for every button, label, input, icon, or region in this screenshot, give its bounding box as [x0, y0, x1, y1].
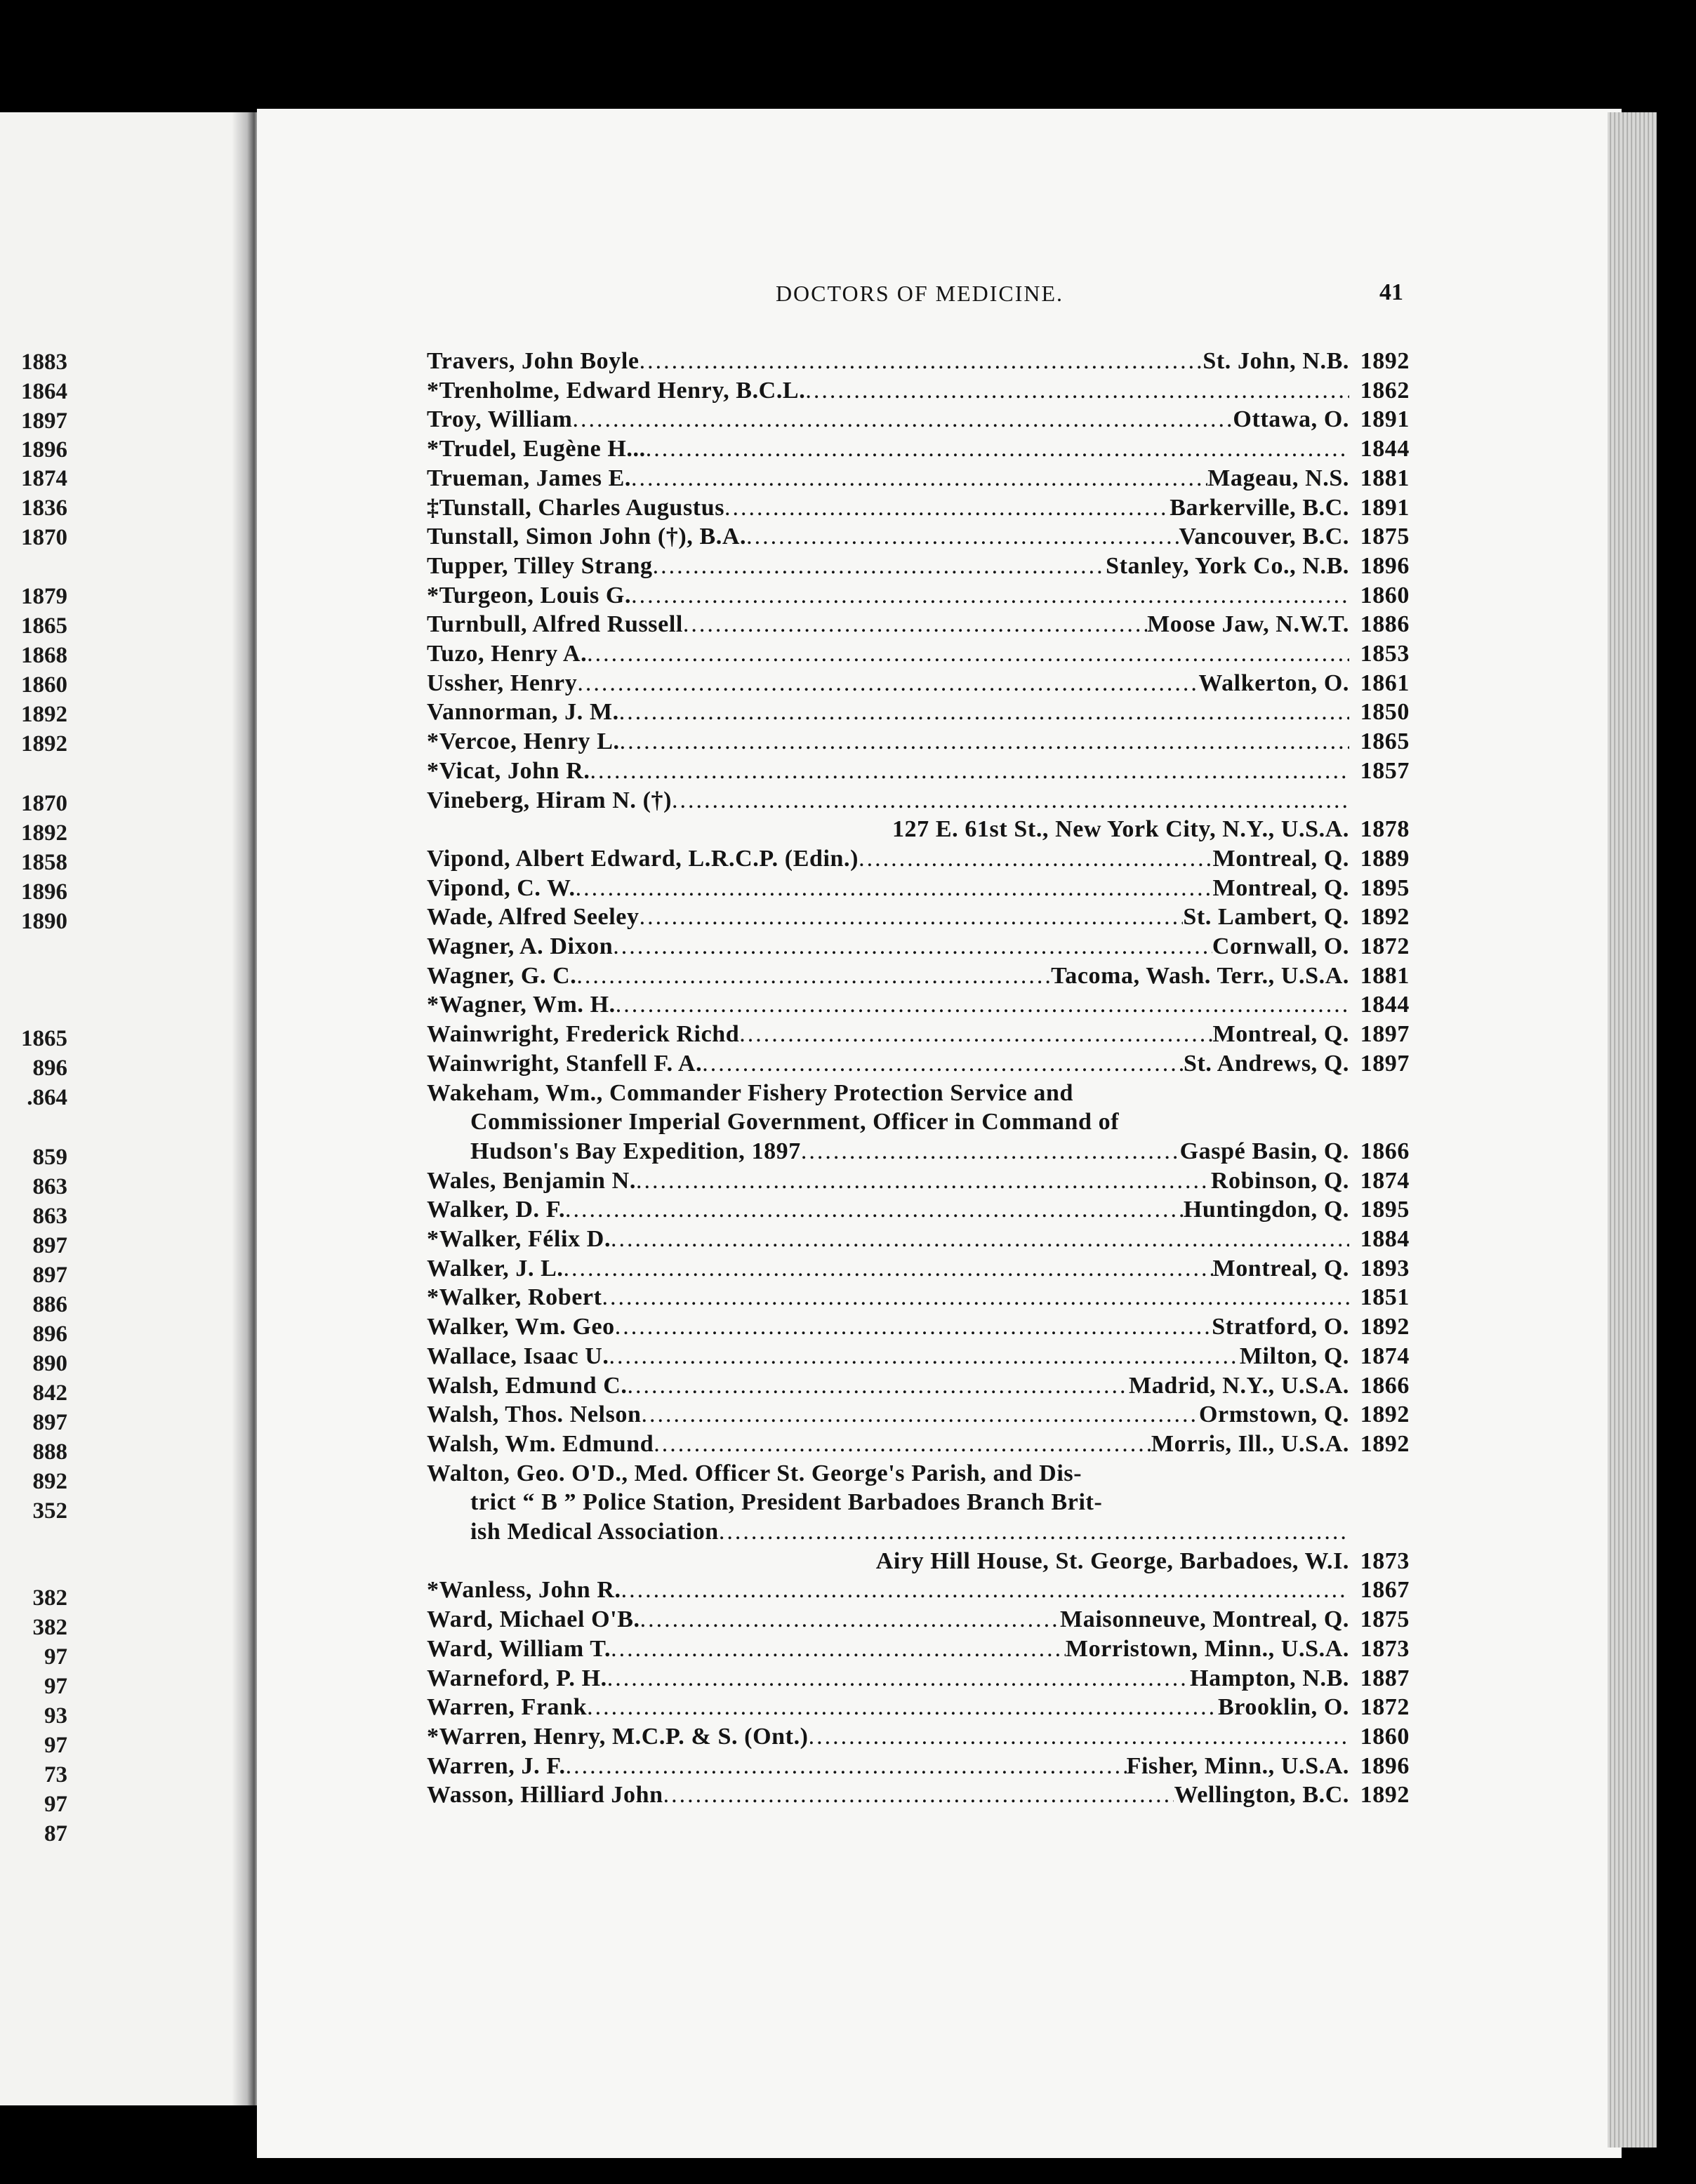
previous-page-year: 382 — [32, 1585, 67, 1611]
entry-place: Walkerton, O. — [1198, 670, 1349, 696]
directory-entry — [427, 552, 1410, 581]
entry-name: Hudson's Bay Expedition, 1897 — [470, 1138, 801, 1164]
entry-year: 1861 — [1360, 670, 1410, 696]
entry-year: 1875 — [1360, 524, 1410, 550]
previous-page-year: 890 — [32, 1351, 67, 1376]
directory-entry — [470, 1107, 1335, 1137]
entry-place: Stratford, O. — [1212, 1314, 1349, 1340]
entry-name: Walker, D. F. — [427, 1197, 566, 1223]
entry-year: 1878 — [1360, 816, 1410, 842]
dot-leader — [672, 786, 1349, 815]
previous-page-year: 93 — [44, 1703, 67, 1729]
entry-place: Hampton, N.B. — [1190, 1665, 1349, 1691]
previous-page-year: 382 — [32, 1615, 67, 1640]
entry-name: Ward, William T. — [427, 1636, 611, 1662]
entry-place: Stanley, York Co., N.B. — [1106, 553, 1349, 579]
entry-name: Warren, Frank — [427, 1694, 588, 1720]
entry-place: St. Andrews, Q. — [1183, 1051, 1349, 1077]
directory-entry — [427, 639, 1410, 669]
entry-name: Tupper, Tilley Strang — [427, 553, 653, 579]
previous-page-year: 1892 — [21, 702, 67, 727]
dot-leader — [683, 610, 1147, 639]
entry-place: Robinson, Q. — [1210, 1168, 1349, 1194]
entry-name: *Vicat, John R. — [427, 758, 590, 784]
entry-year: 1866 — [1360, 1373, 1410, 1399]
directory-entry — [427, 1195, 1410, 1225]
directory-entry — [427, 376, 1410, 406]
entry-name: *Turgeon, Louis G. — [427, 582, 632, 608]
page-stack-edge — [1608, 112, 1657, 2148]
entry-place: Gaspé Basin, Q. — [1179, 1138, 1349, 1164]
entry-year: 1895 — [1360, 875, 1410, 901]
previous-page-year: 897 — [32, 1263, 67, 1288]
entry-place: Morris, Ill., U.S.A. — [1151, 1431, 1349, 1457]
entry-year: 1867 — [1360, 1577, 1410, 1603]
directory-entry — [427, 464, 1410, 493]
entry-place: Montreal, Q. — [1212, 875, 1349, 901]
dot-leader — [613, 932, 1212, 961]
previous-page-year: 1897 — [21, 408, 67, 434]
directory-entry — [427, 347, 1410, 376]
dot-leader — [607, 1664, 1190, 1693]
directory-entry — [427, 1430, 1410, 1459]
directory-entry — [427, 844, 1410, 874]
entry-place: Montreal, Q. — [1212, 1021, 1349, 1047]
previous-page-year: 859 — [32, 1145, 67, 1170]
dot-leader — [621, 1576, 1349, 1605]
entry-year: 1874 — [1360, 1168, 1410, 1194]
entry-year: 1860 — [1360, 1724, 1410, 1750]
entry-name: Vineberg, Hiram N. (†) — [427, 787, 673, 813]
previous-page-year: 892 — [32, 1469, 67, 1494]
entry-place: Huntingdon, Q. — [1183, 1197, 1349, 1223]
dot-leader — [801, 1137, 1180, 1166]
previous-page-year: 1870 — [21, 791, 67, 816]
previous-page-year: 886 — [32, 1292, 67, 1317]
previous-page-year: 73 — [44, 1762, 67, 1787]
previous-page-year: 352 — [32, 1498, 67, 1524]
previous-page-year: 1865 — [21, 613, 67, 639]
entry-name: Walsh, Thos. Nelson — [427, 1401, 642, 1427]
entry-place: St. John, N.B. — [1203, 348, 1349, 374]
entry-year: 1875 — [1360, 1606, 1410, 1632]
entry-name: trict “ B ” Police Station, President Barbadoes Branch Brit- — [470, 1489, 1103, 1515]
directory-entry — [427, 1049, 1410, 1079]
entry-name: *Trenholme, Edward Henry, B.C.L. — [427, 378, 806, 404]
entry-place: Wellington, B.C. — [1174, 1782, 1349, 1808]
entry-name: Walker, J. L. — [427, 1256, 564, 1281]
entry-name: Troy, William — [427, 406, 573, 432]
entry-name: Walton, Geo. O'D., Med. Officer St. George's Parish, and Dis- — [427, 1460, 1082, 1486]
entry-year: 1853 — [1360, 641, 1410, 667]
entry-name: *Warren, Henry, M.C.P. & S. (Ont.) — [427, 1724, 809, 1750]
entry-name: *Wanless, John R. — [427, 1577, 621, 1603]
entry-place: St. Lambert, Q. — [1183, 904, 1349, 930]
entry-name: Wainwright, Frederick Richd — [427, 1021, 740, 1047]
dot-leader — [642, 1400, 1199, 1430]
running-header: DOCTORS OF MEDICINE. — [775, 281, 1064, 306]
entry-name: *Walker, Félix D. — [427, 1226, 611, 1252]
previous-page-year: 87 — [44, 1821, 67, 1846]
dot-leader — [640, 903, 1184, 932]
entry-name: *Vercoe, Henry L. — [427, 728, 620, 754]
dot-leader — [859, 844, 1212, 874]
entry-year: 1892 — [1360, 1431, 1410, 1457]
entry-year: 1891 — [1360, 406, 1410, 432]
dot-leader — [566, 1752, 1127, 1781]
entry-name: Walsh, Wm. Edmund — [427, 1431, 654, 1457]
dot-leader — [631, 581, 1349, 611]
dot-leader — [724, 493, 1170, 523]
entry-name: ish Medical Association — [470, 1519, 719, 1545]
previous-page-year: 97 — [44, 1674, 67, 1699]
entry-place: 127 E. 61st St., New York City, N.Y., U.S.A. — [892, 816, 1349, 842]
previous-page-year: 1858 — [21, 850, 67, 875]
directory-entry — [427, 1693, 1410, 1722]
entry-place: Moose Jaw, N.W.T. — [1147, 611, 1349, 637]
entry-name: ‡Tunstall, Charles Augustus — [427, 495, 725, 521]
directory-entry — [427, 1459, 1410, 1489]
directory-entry — [427, 757, 1410, 786]
entry-year: 1897 — [1360, 1051, 1410, 1077]
entry-year: 1889 — [1360, 846, 1410, 872]
entry-name: Trueman, James E. — [427, 465, 631, 491]
previous-page-edge — [0, 112, 249, 2105]
entry-year: 1892 — [1360, 1401, 1410, 1427]
dot-leader — [654, 1430, 1151, 1459]
entry-year: 1897 — [1360, 1021, 1410, 1047]
previous-page-year: 1868 — [21, 643, 67, 668]
directory-entry — [470, 1137, 1410, 1166]
entry-year: 1872 — [1360, 933, 1410, 959]
entry-name: Warren, J. F. — [427, 1753, 566, 1779]
directory-entry — [427, 1752, 1410, 1781]
previous-page-year: 1890 — [21, 909, 67, 934]
entry-year: 1865 — [1360, 728, 1410, 754]
entry-year: 1886 — [1360, 611, 1410, 637]
previous-page-year: 97 — [44, 1644, 67, 1670]
entry-name: Wales, Benjamin N. — [427, 1168, 636, 1194]
entry-name: Walsh, Edmund C. — [427, 1373, 628, 1399]
entry-year: 1874 — [1360, 1343, 1410, 1369]
entry-name: Warneford, P. H. — [427, 1665, 607, 1691]
entry-name: Wainwright, Stanfell F. A. — [427, 1051, 703, 1077]
dot-leader — [577, 669, 1198, 698]
entry-name: Vannorman, J. M. — [427, 699, 619, 725]
previous-page-year: 897 — [32, 1410, 67, 1435]
entry-name: *Wagner, Wm. H. — [427, 992, 616, 1018]
previous-page-year: 1836 — [21, 495, 67, 521]
previous-page-year: 896 — [32, 1321, 67, 1347]
entry-name: Wagner, A. Dixon — [427, 933, 614, 959]
entry-name: Vipond, C. W. — [427, 875, 576, 901]
dot-leader — [564, 1254, 1213, 1284]
dot-leader — [719, 1517, 1349, 1547]
dot-leader — [620, 727, 1349, 757]
directory-entry — [427, 1664, 1410, 1693]
dot-leader — [615, 1312, 1212, 1342]
dot-leader — [636, 1166, 1211, 1196]
entry-name: Tuzo, Henry A. — [427, 641, 588, 667]
entry-name: Wagner, G. C. — [427, 963, 577, 989]
entry-name: Turnbull, Alfred Russell — [427, 611, 683, 637]
entry-year: 1844 — [1360, 436, 1410, 462]
previous-page-year: 842 — [32, 1380, 67, 1406]
directory-entry — [470, 1547, 1410, 1576]
previous-page-year: 897 — [32, 1233, 67, 1258]
entry-year: 1872 — [1360, 1694, 1410, 1720]
entry-year: 1860 — [1360, 582, 1410, 608]
dot-leader — [590, 757, 1349, 786]
directory-entry — [427, 669, 1410, 698]
dot-leader — [587, 1693, 1218, 1722]
directory-entry — [427, 1254, 1410, 1284]
entry-year: 1892 — [1360, 1782, 1410, 1808]
entry-place: Ormstown, Q. — [1198, 1401, 1349, 1427]
previous-page-year: 1883 — [21, 349, 67, 375]
entry-name: Travers, John Boyle — [427, 348, 640, 374]
dot-leader — [640, 1605, 1060, 1634]
dot-leader — [809, 1722, 1349, 1752]
directory-entry — [427, 1342, 1410, 1371]
entry-year: 1895 — [1360, 1197, 1410, 1223]
directory-entry — [427, 1371, 1410, 1401]
directory-entry — [427, 961, 1410, 991]
directory-entry — [427, 1020, 1410, 1049]
dot-leader — [653, 552, 1106, 581]
directory-entry — [427, 1605, 1410, 1634]
entry-year: 1893 — [1360, 1256, 1410, 1281]
directory-entry — [427, 903, 1410, 932]
previous-page-year: 1870 — [21, 525, 67, 550]
dot-leader — [587, 639, 1349, 669]
entry-name: Ward, Michael O'B. — [427, 1606, 640, 1632]
directory-entry — [427, 434, 1410, 464]
entry-year: 1873 — [1360, 1636, 1410, 1662]
previous-page-year: 1896 — [21, 879, 67, 905]
dot-leader — [611, 1634, 1066, 1664]
entry-year: 1881 — [1360, 963, 1410, 989]
entry-place: Ottawa, O. — [1233, 406, 1349, 432]
directory-entry — [427, 1400, 1410, 1430]
entry-place: Barkerville, B.C. — [1170, 495, 1349, 521]
entry-name: *Trudel, Eugène H... — [427, 436, 646, 462]
entry-year: 1873 — [1360, 1548, 1410, 1574]
directory-entry — [427, 1312, 1410, 1342]
entry-name: Walker, Wm. Geo — [427, 1314, 615, 1340]
entry-place: Madrid, N.Y., U.S.A. — [1129, 1373, 1349, 1399]
dot-leader — [739, 1020, 1212, 1049]
previous-page-year: 1896 — [21, 437, 67, 462]
dot-leader — [576, 961, 1051, 991]
directory-entry — [427, 874, 1410, 903]
directory-entry — [427, 990, 1410, 1020]
entry-place: Airy Hill House, St. George, Barbadoes, W.I. — [875, 1548, 1349, 1574]
previous-page-year: 1860 — [21, 672, 67, 698]
entry-year: 1884 — [1360, 1226, 1410, 1252]
entry-year: 1892 — [1360, 904, 1410, 930]
dot-leader — [616, 990, 1349, 1020]
directory-entry — [427, 1780, 1410, 1810]
dot-leader — [602, 1283, 1349, 1312]
dot-leader — [565, 1195, 1184, 1225]
directory-entry — [427, 1166, 1410, 1196]
previous-page-year: 1892 — [21, 731, 67, 757]
entry-year: 1857 — [1360, 758, 1410, 784]
dot-leader — [576, 874, 1213, 903]
directory-entry — [427, 581, 1410, 611]
entry-name: Vipond, Albert Edward, L.R.C.P. (Edin.) — [427, 846, 859, 872]
entry-year: 1887 — [1360, 1665, 1410, 1691]
book-gutter — [232, 112, 260, 2105]
entry-place: Maisonneuve, Montreal, Q. — [1060, 1606, 1349, 1632]
previous-page-year: 97 — [44, 1733, 67, 1758]
directory-entry — [470, 1488, 1335, 1517]
previous-page-year: .864 — [27, 1085, 67, 1110]
directory-entry — [427, 1634, 1410, 1664]
entry-place: Montreal, Q. — [1212, 846, 1349, 872]
directory-entry — [427, 1722, 1410, 1752]
directory-entry — [427, 727, 1410, 757]
previous-page-year: 97 — [44, 1792, 67, 1817]
directory-entry — [470, 1517, 1410, 1547]
entry-place: Brooklin, O. — [1217, 1694, 1349, 1720]
entry-name: Tunstall, Simon John (†), B.A. — [427, 524, 747, 550]
entry-year: 1850 — [1360, 699, 1410, 725]
entry-place: Cornwall, O. — [1212, 933, 1349, 959]
entry-year: 1851 — [1360, 1284, 1410, 1310]
page-number: 41 — [1379, 279, 1403, 305]
previous-page-year: 1874 — [21, 466, 67, 491]
directory-entry — [427, 1283, 1410, 1312]
entry-place: Montreal, Q. — [1212, 1256, 1349, 1281]
directory-entry — [470, 815, 1410, 844]
dot-leader — [619, 698, 1349, 727]
entry-place: Mageau, N.S. — [1207, 465, 1349, 491]
entry-name: Wakeham, Wm., Commander Fishery Protection Service and — [427, 1080, 1074, 1106]
entry-place: Fisher, Minn., U.S.A. — [1126, 1753, 1349, 1779]
directory-entry — [427, 786, 1410, 815]
directory-entry — [427, 610, 1410, 639]
entry-year: 1892 — [1360, 348, 1410, 374]
entry-place: Vancouver, B.C. — [1179, 524, 1349, 550]
entry-place: Milton, Q. — [1239, 1343, 1349, 1369]
entry-year: 1844 — [1360, 992, 1410, 1018]
dot-leader — [646, 434, 1349, 464]
directory-entry — [427, 932, 1410, 961]
entry-name: Ussher, Henry — [427, 670, 578, 696]
directory-entry — [427, 1576, 1410, 1605]
directory-entry — [427, 493, 1410, 523]
entry-name: *Walker, Robert — [427, 1284, 602, 1310]
previous-page-year: 1879 — [21, 584, 67, 609]
entry-year: 1892 — [1360, 1314, 1410, 1340]
previous-page-year: 888 — [32, 1439, 67, 1465]
entry-name: Wallace, Isaac U. — [427, 1343, 609, 1369]
dot-leader — [611, 1225, 1349, 1254]
dot-leader — [640, 347, 1203, 376]
directory-entry — [427, 522, 1410, 552]
previous-page-year: 896 — [32, 1056, 67, 1081]
entry-year: 1896 — [1360, 1753, 1410, 1779]
directory-entry — [427, 1225, 1410, 1254]
dot-leader — [702, 1049, 1184, 1079]
dot-leader — [572, 405, 1233, 434]
entry-year: 1891 — [1360, 495, 1410, 521]
previous-page-year: 863 — [32, 1204, 67, 1229]
entry-place: Tacoma, Wash. Terr., U.S.A. — [1051, 963, 1349, 989]
entry-year: 1866 — [1360, 1138, 1410, 1164]
previous-page-year: 1865 — [21, 1026, 67, 1051]
dot-leader — [631, 464, 1207, 493]
dot-leader — [609, 1342, 1240, 1371]
previous-page-year: 1892 — [21, 820, 67, 846]
directory-entry — [427, 405, 1410, 434]
dot-leader — [663, 1780, 1174, 1810]
entry-name: Wade, Alfred Seeley — [427, 904, 640, 930]
entry-year: 1881 — [1360, 465, 1410, 491]
directory-entry — [427, 698, 1410, 727]
dot-leader — [746, 522, 1179, 552]
previous-page-year: 863 — [32, 1174, 67, 1199]
dot-leader — [805, 376, 1349, 406]
entry-year: 1862 — [1360, 378, 1410, 404]
dot-leader — [628, 1371, 1129, 1401]
directory-entry — [427, 1079, 1410, 1108]
entry-name: Wasson, Hilliard John — [427, 1782, 663, 1808]
entry-name: Commissioner Imperial Government, Officer in Command of — [470, 1109, 1120, 1135]
entry-year: 1896 — [1360, 553, 1410, 579]
entry-place: Morristown, Minn., U.S.A. — [1065, 1636, 1349, 1662]
previous-page-year: 1864 — [21, 379, 67, 404]
